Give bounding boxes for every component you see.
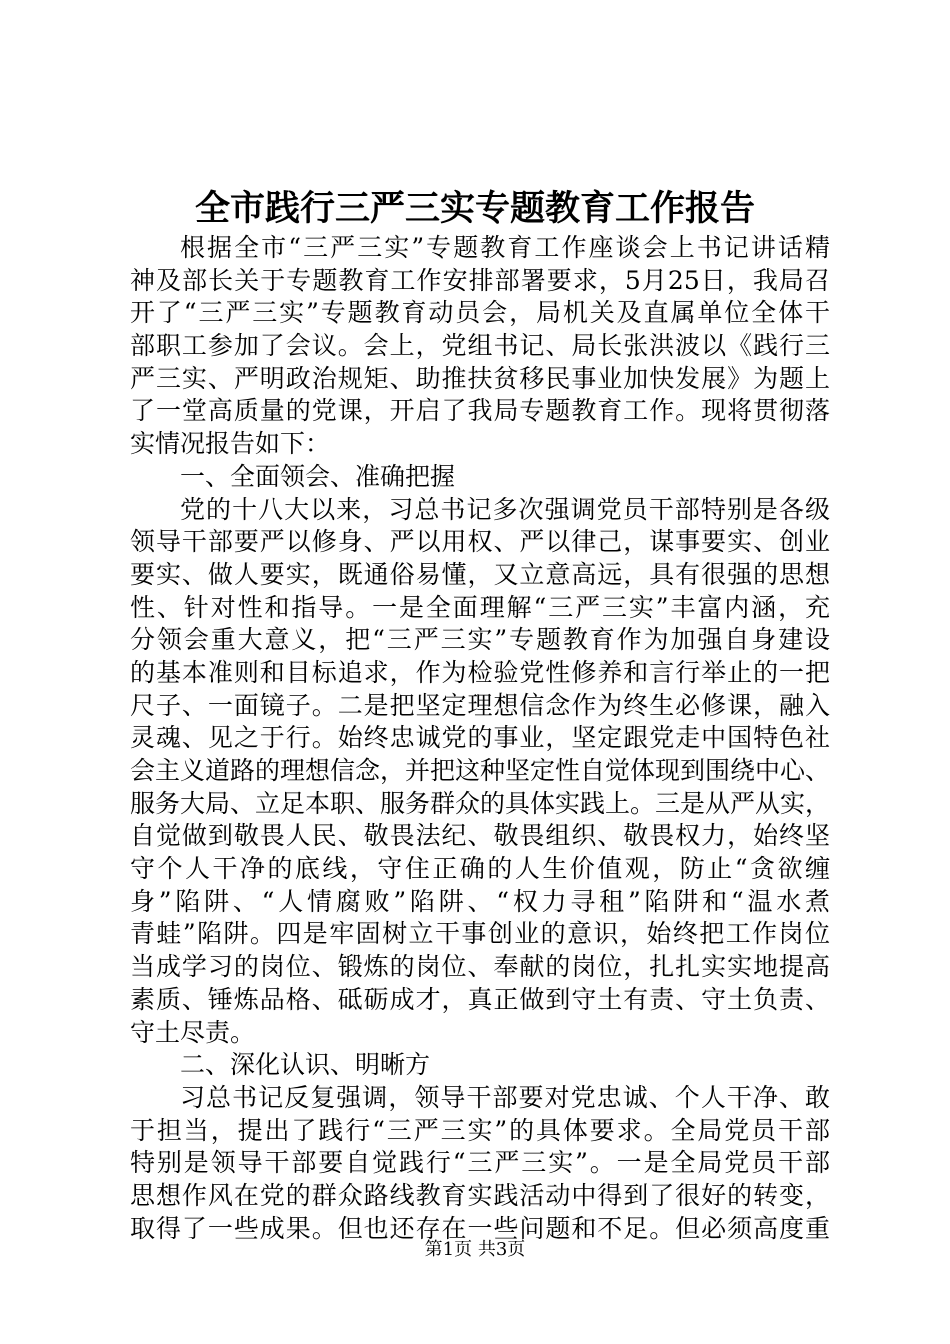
paragraph-line: 服务大局、立足本职、服务群众的具体实践上。三是从严从实， bbox=[130, 788, 831, 818]
paragraph-line: 身”陷阱、“人情腐败”陷阱、“权力寻租”陷阱和“温水煮 bbox=[130, 886, 830, 916]
paragraph-line: 取得了一些成果。但也还存在一些问题和不足。但必须高度重 bbox=[130, 1213, 830, 1243]
page-number-footer: 第1页 共3页 bbox=[424, 1239, 526, 1260]
paragraph-line: 部职工参加了会议。会上，党组书记、局长张洪波以《践行三 bbox=[130, 331, 830, 361]
paragraph-line: 于担当，提出了践行“三严三实”的具体要求。全局党员干部 bbox=[130, 1115, 830, 1145]
paragraph-line: 会主义道路的理想信念，并把这种坚定性自觉体现到围绕中心、 bbox=[130, 756, 831, 785]
paragraph-line: 领导干部要严以修身、严以用权、严以律己，谋事要实、创业 bbox=[130, 527, 830, 557]
paragraph-line: 开了“三严三实”专题教育动员会，局机关及直属单位全体干 bbox=[130, 298, 830, 328]
section-heading: 二、深化认识、明晰方 bbox=[180, 1050, 431, 1080]
paragraph-line: 守土尽责。 bbox=[130, 1017, 256, 1047]
paragraph-line: 青蛙”陷阱。四是牢固树立干事创业的意识，始终把工作岗位 bbox=[130, 919, 830, 949]
paragraph-line: 当成学习的岗位、锻炼的岗位、奉献的岗位，扎扎实实地提高 bbox=[130, 952, 830, 982]
paragraph-line: 根据全市“三严三实”专题教育工作座谈会上书记讲话精 bbox=[180, 233, 830, 262]
paragraph-line: 性、针对性和指导。一是全面理解“三严三实”丰富内涵，充 bbox=[130, 592, 830, 622]
document-title: 全市践行三严三实专题教育工作报告 bbox=[194, 188, 755, 229]
paragraph-line: 了一堂高质量的党课，开启了我局专题教育工作。现将贯彻落 bbox=[130, 396, 830, 426]
paragraph-line: 党的十八大以来，习总书记多次强调党员干部特别是各级 bbox=[180, 494, 830, 524]
paragraph-line: 实情况报告如下： bbox=[130, 429, 331, 459]
paragraph-line: 习总书记反复强调，领导干部要对党忠诚、个人干净、敢 bbox=[180, 1082, 830, 1112]
document-body bbox=[130, 232, 830, 1245]
paragraph-line: 灵魂、见之于行。始终忠诚党的事业，坚定跟党走中国特色社 bbox=[130, 723, 830, 753]
paragraph-line: 特别是领导干部要自觉践行“三严三实”。一是全局党员干部 bbox=[130, 1148, 830, 1178]
paragraph-line: 思想作风在党的群众路线教育实践活动中得到了很好的转变， bbox=[130, 1180, 830, 1210]
paragraph-line: 要实、做人要实，既通俗易懂，又立意高远，具有很强的思想 bbox=[130, 559, 830, 589]
paragraph-line: 尺子、一面镜子。二是把坚定理想信念作为终生必修课，融入 bbox=[130, 690, 830, 720]
paragraph-line: 素质、锤炼品格、砥砺成才，真正做到守土有责、守土负责、 bbox=[130, 984, 830, 1014]
paragraph-line: 自觉做到敬畏人民、敬畏法纪、敬畏组织、敬畏权力，始终坚 bbox=[130, 821, 830, 851]
paragraph-line: 严三实、严明政治规矩、助推扶贫移民事业加快发展》为题上 bbox=[130, 363, 830, 393]
paragraph-line: 神及部长关于专题教育工作安排部署要求，5月25日，我局召 bbox=[130, 265, 830, 295]
section-heading: 一、全面领会、准确把握 bbox=[180, 461, 456, 491]
paragraph-line: 分领会重大意义，把“三严三实”专题教育作为加强自身建设 bbox=[130, 625, 830, 655]
paragraph-line: 的基本准则和目标追求，作为检验党性修养和言行举止的一把 bbox=[130, 657, 830, 687]
paragraph-line: 守个人干净的底线，守住正确的人生价值观，防止“贪欲缠 bbox=[130, 854, 830, 884]
